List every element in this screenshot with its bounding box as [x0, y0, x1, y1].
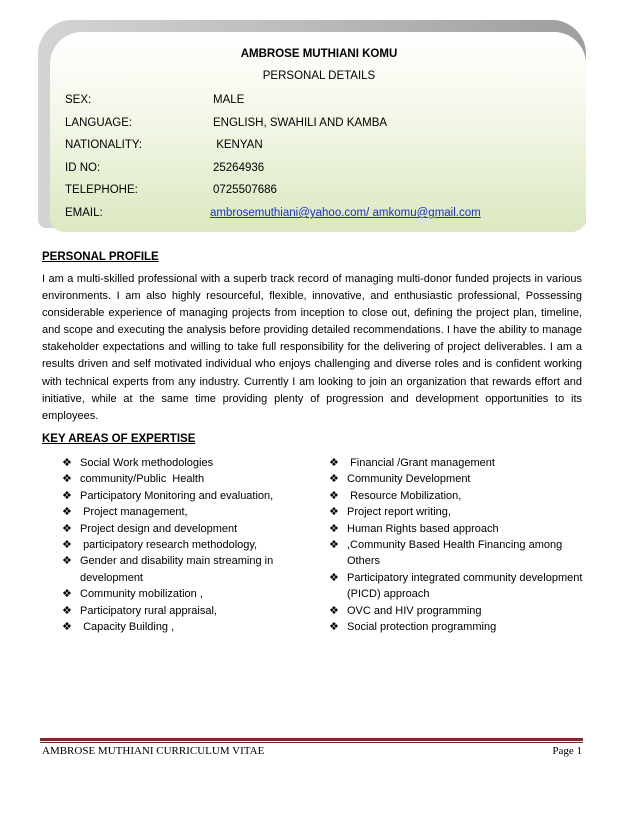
expertise-list-right	[329, 455, 589, 635]
diamond-bullet-icon: ❖	[329, 472, 339, 486]
list-item: ❖ Participatory integrated community development (PICD) approach	[329, 570, 586, 601]
list-item: ❖ Financial /Grant management	[329, 455, 589, 471]
footer-divider-thin	[40, 742, 583, 743]
personal-details-panel	[50, 32, 586, 232]
expertise-list-left	[62, 455, 307, 635]
expertise-heading: KEY AREAS OF EXPERTISE	[42, 433, 196, 445]
diamond-bullet-icon: ❖	[329, 488, 339, 502]
candidate-name: AMBROSE MUTHIANI KOMU	[240, 48, 398, 60]
diamond-bullet-icon: ❖	[62, 538, 72, 552]
list-item: ❖ Community Development	[329, 471, 589, 487]
diamond-bullet-icon: ❖	[329, 505, 339, 519]
diamond-bullet-icon: ❖	[62, 587, 72, 601]
list-item: ❖ Human Rights based approach	[329, 521, 589, 537]
diamond-bullet-icon: ❖	[62, 505, 72, 519]
diamond-bullet-icon: ❖	[62, 472, 72, 486]
diamond-bullet-icon: ❖	[62, 603, 72, 617]
page-number: Page 1	[552, 745, 582, 757]
footer-divider	[40, 738, 583, 741]
language-value: ENGLISH, SWAHILI AND KAMBA	[213, 117, 388, 129]
list-item: ❖ community/Public Health	[62, 471, 307, 487]
nationality-value: KENYAN	[213, 139, 263, 151]
id-no-label: ID NO:	[65, 162, 101, 174]
diamond-bullet-icon: ❖	[62, 488, 72, 502]
diamond-bullet-icon: ❖	[329, 538, 339, 552]
sex-value: MALE	[213, 94, 245, 106]
language-label: LANGUAGE:	[65, 117, 133, 129]
personal-profile-text: I am a multi-skilled professional with a superb track record of managing multi-donor funded projects in various environments. I am also highly resourceful, flexible, innovative, and enthusiastic professional, Possessing considerable experience of managing projects from inception to close out, defining the project plan, timeline, and scope and executing the analysis before providing detailed recommendations. I have the ability to manage stakeholder expectations and willing to take full responsibility for the delivering of project deliverables. I am a results driven and self motivated individual who enjoys challenging and diverse roles and is confident working with technical experts from any industry. Currently I am looking to join an organization that rewards effort and initiative, while at the same time providing plenty of progression and development opportunities to its employees.	[42, 273, 582, 422]
list-item: ❖ Project report writing,	[329, 504, 589, 520]
list-item: ❖ ,Community Based Health Financing among Others	[329, 538, 566, 568]
list-item: ❖ Participatory Monitoring and evaluation,	[62, 488, 307, 504]
diamond-bullet-icon: ❖	[62, 521, 72, 535]
diamond-bullet-icon: ❖	[329, 456, 339, 469]
sex-label: SEX:	[65, 94, 92, 106]
personal-profile-heading: PERSONAL PROFILE	[42, 251, 159, 263]
list-item: ❖ Participatory rural appraisal,	[62, 603, 307, 619]
id-no-value: 25264936	[213, 162, 265, 174]
diamond-bullet-icon: ❖	[329, 570, 339, 584]
personal-details-title: PERSONAL DETAILS	[262, 70, 376, 82]
diamond-bullet-icon: ❖	[329, 521, 339, 535]
telephone-label: TELEPHOHE:	[65, 184, 138, 196]
footer-title: AMBROSE MUTHIANI CURRICULUM VITAE	[42, 745, 265, 757]
diamond-bullet-icon: ❖	[329, 620, 339, 634]
list-item: ❖ OVC and HIV programming	[329, 603, 589, 619]
list-item: ❖ Resource Mobilization,	[329, 488, 589, 504]
list-item: ❖ Capacity Building ,	[62, 619, 307, 635]
list-item: ❖ Project management,	[62, 504, 307, 520]
email-label: EMAIL:	[65, 207, 103, 219]
telephone-value: 0725507686	[213, 184, 277, 196]
diamond-bullet-icon: ❖	[62, 456, 72, 469]
list-item: ❖ Community mobilization ,	[62, 586, 307, 602]
diamond-bullet-icon: ❖	[62, 554, 72, 568]
list-item: ❖ Social Work methodologies	[62, 455, 307, 471]
list-item: ❖ Social protection programming	[329, 619, 589, 635]
list-item: ❖ Gender and disability main streaming in development	[62, 554, 277, 584]
nationality-label: NATIONALITY:	[65, 139, 143, 151]
list-item: ❖ participatory research methodology,	[62, 537, 307, 553]
diamond-bullet-icon: ❖	[329, 603, 339, 617]
diamond-bullet-icon: ❖	[62, 620, 72, 634]
list-item: ❖ Project design and development	[62, 521, 307, 537]
email-link[interactable]: ambrosemuthiani@yahoo.com/ amkomu@gmail.com	[210, 207, 481, 219]
